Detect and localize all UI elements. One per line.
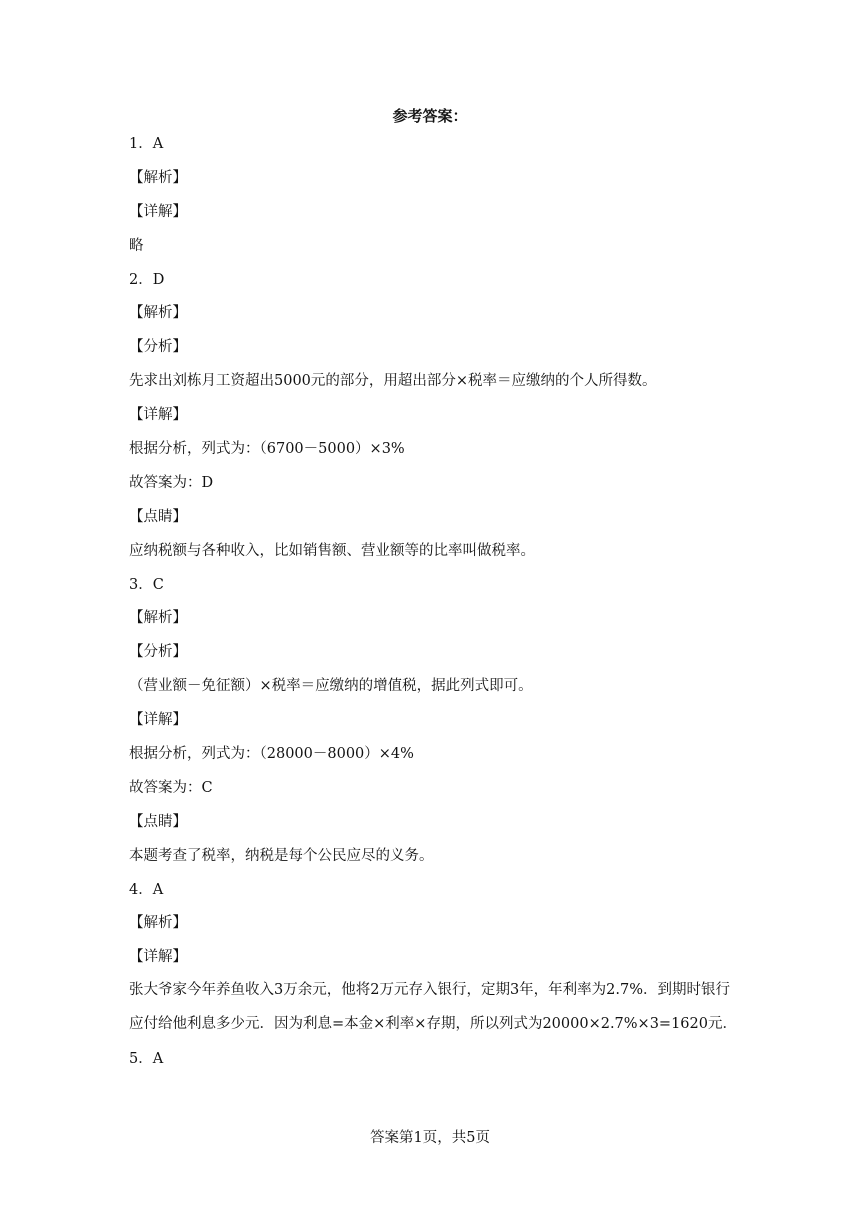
section-label: 【分析】: [129, 339, 187, 356]
answer-number: 4．A: [129, 881, 164, 898]
page-footer: 答案第1页，共5页: [370, 1130, 490, 1146]
page-title: 参考答案：: [392, 107, 468, 125]
answer-number: 1．A: [129, 136, 164, 152]
section-label: 【分析】: [129, 644, 187, 661]
section-label: 【详解】: [129, 949, 187, 966]
answer-text: 故答案为：D: [129, 474, 214, 491]
section-label: 【解析】: [129, 169, 187, 186]
answer-number: 2．D: [129, 271, 165, 288]
answer-text: 根据分析，列式为：（6700－5000）×3%: [129, 441, 405, 458]
answer-number: 5．A: [129, 1050, 164, 1067]
answer-content: [129, 134, 739, 1083]
section-label: 【点睛】: [129, 813, 187, 830]
section-label: 【点睛】: [129, 508, 187, 525]
section-label: 【详解】: [129, 203, 187, 220]
section-label: 【解析】: [129, 915, 187, 932]
answer-paragraph: 张大爷家今年养鱼收入3万余元，他将2万元存入银行，定期3年，年利率为2.7%．到期时银行应付给他利息多少元．因为利息=本金×利率×存期，所以列式为20000×2.7%×3=1620元．: [129, 982, 737, 1033]
answer-text: 本题考查了税率，纳税是每个公民应尽的义务。: [129, 847, 434, 864]
answer-text: 故答案为：C: [129, 779, 213, 796]
section-label: 【详解】: [129, 712, 187, 729]
section-label: 【详解】: [129, 407, 187, 424]
section-label: 【解析】: [129, 610, 187, 627]
answer-text: 应纳税额与各种收入，比如销售额、营业额等的比率叫做税率。: [129, 542, 535, 559]
answer-text: （营业额－免征额）×税率＝应缴纳的增值税，据此列式即可。: [129, 678, 533, 695]
answer-text: 先求出刘栋月工资超出5000元的部分，用超出部分×税率＝应缴纳的个人所得数。: [129, 373, 657, 390]
section-label: 【解析】: [129, 305, 187, 322]
answer-text: 根据分析，列式为：（28000－8000）×4%: [129, 746, 414, 763]
answer-number: 3．C: [129, 576, 164, 593]
answer-text: 略: [129, 237, 144, 254]
